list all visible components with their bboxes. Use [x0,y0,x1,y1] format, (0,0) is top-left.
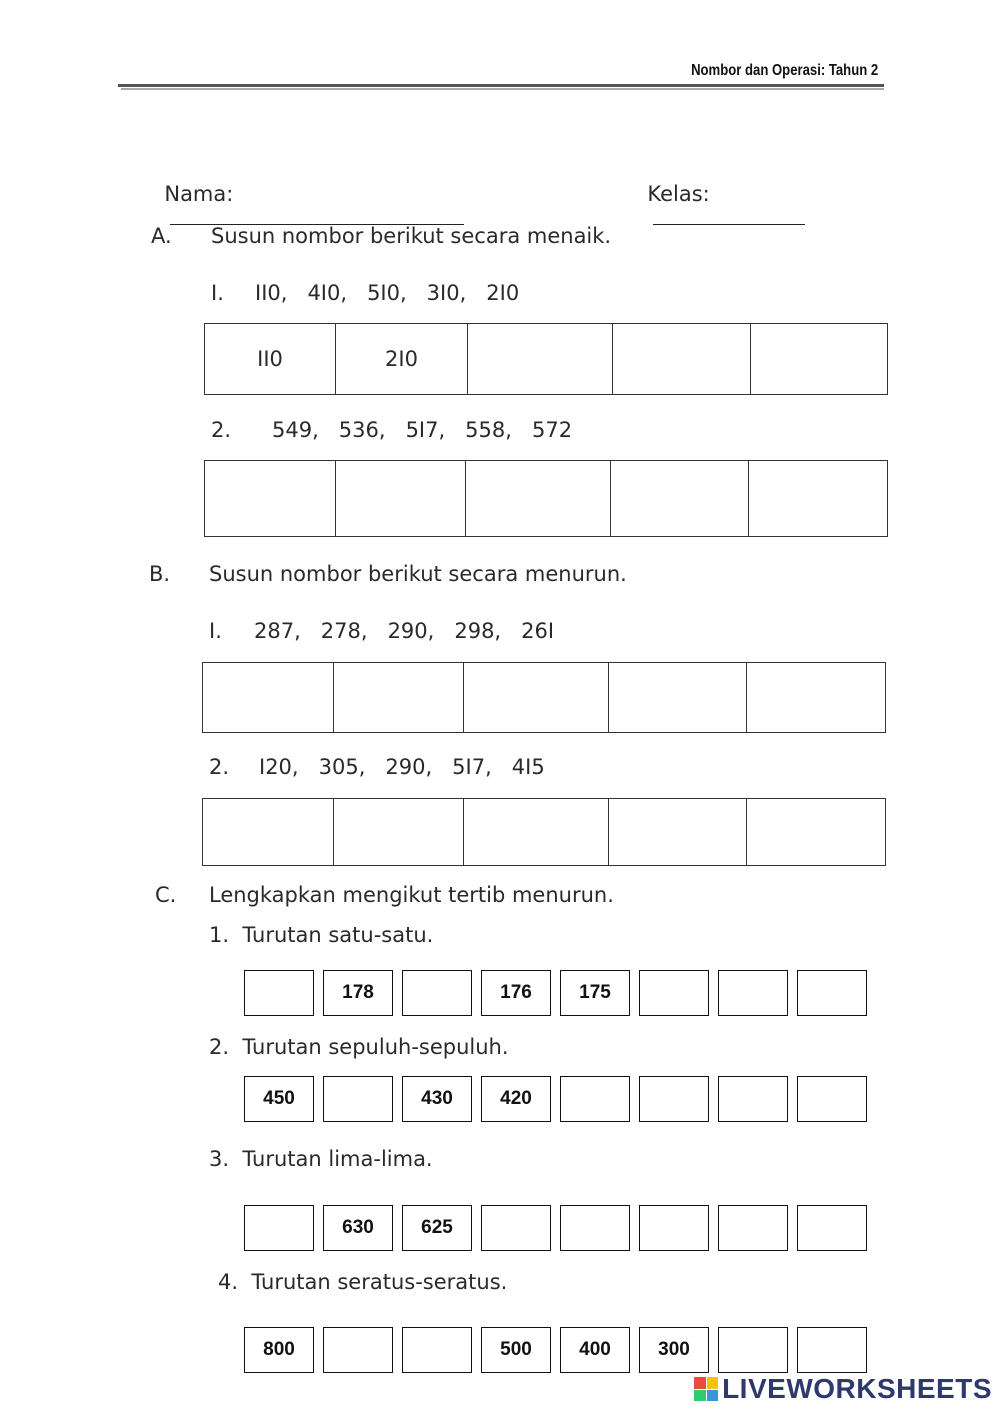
answer-cell[interactable] [749,461,888,537]
section-a-q1-number: I. [211,281,224,305]
sequence-box: 625 [402,1205,472,1251]
sequence-box: 176 [481,970,551,1016]
section-b-letter: B. [149,562,171,586]
sequence-box: 178 [323,970,393,1016]
liveworksheets-logo [694,1373,992,1405]
section-c-item-4-sequence [244,1327,867,1373]
sequence-box: 630 [323,1205,393,1251]
section-a-letter: A. [151,224,172,248]
answer-cell[interactable] [334,799,464,866]
section-a-q1-numbers: II0, 4I0, 5I0, 3I0, 2I0 [255,281,520,305]
class-field-row [634,158,805,230]
section-c-item-1-label: 1. Turutan satu-satu. [209,923,434,947]
sequence-box[interactable] [639,970,709,1016]
logo-square [707,1377,719,1389]
answer-cell[interactable]: II0 [205,324,336,395]
sequence-box[interactable] [560,1076,630,1122]
sequence-box[interactable] [718,1327,788,1373]
name-label: Nama: [164,182,234,206]
sequence-box: 450 [244,1076,314,1122]
section-b-q2-answer-table [202,798,886,866]
sequence-box: 300 [639,1327,709,1373]
header-divider [118,84,884,87]
class-label: Kelas: [647,182,710,206]
answer-cell[interactable] [334,663,464,733]
sequence-box: 500 [481,1327,551,1373]
sequence-box[interactable] [402,1327,472,1373]
sequence-box[interactable] [797,970,867,1016]
sequence-box: 800 [244,1327,314,1373]
answer-cell[interactable] [609,799,747,866]
section-c-item-3-label: 3. Turutan lima-lima. [209,1147,433,1171]
sequence-box[interactable] [244,1205,314,1251]
sequence-box[interactable] [481,1205,551,1251]
answer-cell[interactable] [464,663,609,733]
section-c-item-2-label: 2. Turutan sepuluh-sepuluh. [209,1035,509,1059]
sequence-box[interactable] [797,1205,867,1251]
sequence-box[interactable] [797,1076,867,1122]
section-b-q1-numbers: 287, 278, 290, 298, 26I [254,619,555,643]
section-b-q1-answer-table [202,662,886,733]
section-c-letter: C. [155,883,177,907]
answer-cell[interactable] [609,663,747,733]
name-field-row [151,158,464,230]
answer-cell[interactable] [464,799,609,866]
sequence-box[interactable] [323,1327,393,1373]
section-a-q2-number: 2. [211,418,232,442]
answer-cell[interactable]: 2I0 [336,324,468,395]
worksheet-header-title: Nombor dan Operasi: Tahun 2 [690,62,878,79]
answer-cell[interactable] [747,663,886,733]
sequence-box[interactable] [402,970,472,1016]
section-b-q1-number: I. [209,619,222,643]
answer-cell[interactable] [203,663,334,733]
class-input-line[interactable] [653,224,805,225]
logo-square [694,1390,706,1402]
sequence-box: 400 [560,1327,630,1373]
answer-cell[interactable] [203,799,334,866]
answer-cell[interactable] [466,461,611,537]
answer-cell[interactable] [747,799,886,866]
section-b-q2-number: 2. [209,755,230,779]
section-b-instruction: Susun nombor berikut secara menurun. [209,562,627,586]
sequence-box[interactable] [639,1076,709,1122]
sequence-box[interactable] [560,1205,630,1251]
logo-square [694,1377,706,1389]
section-a-q1-answer-table [204,323,888,395]
section-b-q2-numbers: I20, 305, 290, 5I7, 4I5 [259,755,545,779]
section-c-item-2-sequence [244,1076,867,1122]
liveworksheets-mark-icon [694,1377,718,1401]
section-a-instruction: Susun nombor berikut secara menaik. [211,224,612,248]
answer-cell[interactable] [613,324,751,395]
sequence-box[interactable] [718,970,788,1016]
section-c-instruction: Lengkapkan mengikut tertib menurun. [209,883,614,907]
sequence-box: 175 [560,970,630,1016]
answer-cell[interactable] [205,461,336,537]
sequence-box[interactable] [718,1205,788,1251]
answer-cell[interactable] [751,324,888,395]
answer-cell[interactable] [336,461,466,537]
section-c-item-1-sequence [244,970,867,1016]
header-divider-shadow [121,88,884,90]
section-a-q2-answer-table [204,460,888,537]
sequence-box[interactable] [323,1076,393,1122]
sequence-box[interactable] [639,1205,709,1251]
section-c-item-3-sequence [244,1205,867,1251]
answer-cell[interactable] [611,461,749,537]
logo-square [707,1390,719,1402]
liveworksheets-wordmark: LIVEWORKSHEETS [722,1373,992,1404]
answer-cell[interactable] [468,324,613,395]
sequence-box: 430 [402,1076,472,1122]
section-a-q2-numbers: 549, 536, 5I7, 558, 572 [272,418,573,442]
sequence-box[interactable] [244,970,314,1016]
sequence-box[interactable] [718,1076,788,1122]
sequence-box[interactable] [797,1327,867,1373]
sequence-box: 420 [481,1076,551,1122]
section-c-item-4-label: 4. Turutan seratus-seratus. [218,1270,508,1294]
